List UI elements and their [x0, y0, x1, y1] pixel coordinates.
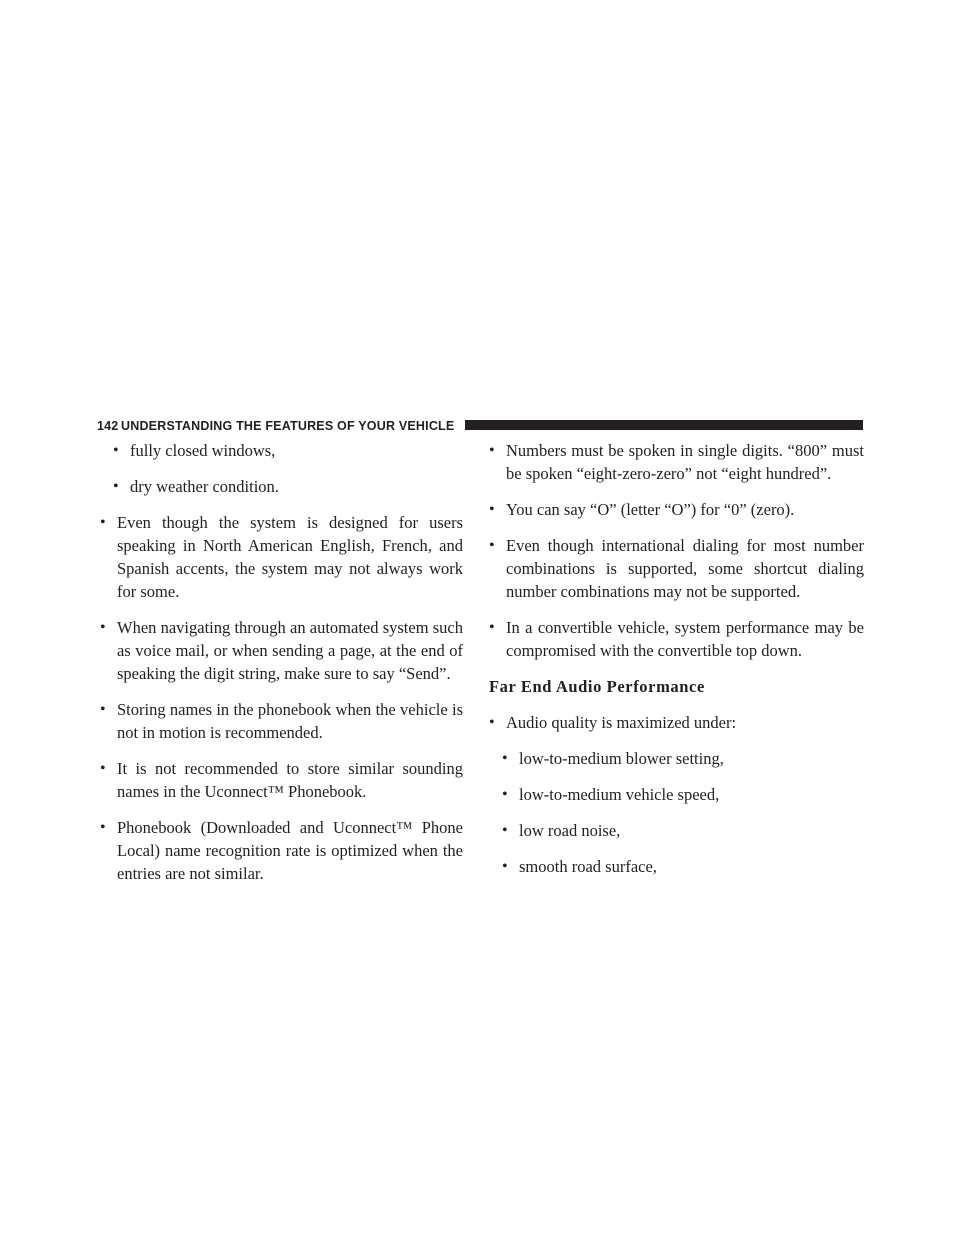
left-column [100, 439, 463, 885]
list-item-text: Even though the system is designed for users speaking in North American English, French, and Spanish accents, the system may not always work for some. [117, 513, 463, 601]
bullet-icon: • [100, 819, 106, 836]
bullet-icon: • [502, 786, 508, 803]
page-number: 142 [97, 419, 119, 433]
list-item [100, 439, 463, 462]
list-item-text: You can say “O” (letter “O”) for “0” (zero). [506, 500, 795, 519]
list-item [100, 698, 463, 744]
bullet-icon: • [100, 514, 106, 531]
list-item-text: low-to-medium vehicle speed, [519, 785, 720, 804]
sub-list-item [489, 819, 864, 842]
list-item [100, 511, 463, 603]
list-item-text: Even though international dialing for most number combinations is supported, some shortcut dialing number combinations may not be supported. [506, 536, 864, 601]
list-item-text: When navigating through an automated system such as voice mail, or when sending a page, at the end of speaking the digit string, make sure to say “Send”. [117, 618, 463, 683]
bullet-icon: • [489, 537, 495, 554]
list-item-text: low road noise, [519, 821, 621, 840]
list-item-text: Numbers must be spoken in single digits. “800” must be spoken “eight-zero-zero” not “eight hundred”. [506, 441, 864, 483]
list-item-text: smooth road surface, [519, 857, 657, 876]
sub-list-item [489, 747, 864, 770]
list-item [100, 475, 463, 498]
bullet-icon: • [113, 442, 119, 459]
page-header [97, 418, 863, 434]
list-item [100, 616, 463, 685]
list-item [489, 534, 864, 603]
bullet-icon: • [502, 822, 508, 839]
bullet-icon: • [489, 714, 495, 731]
bullet-icon: • [100, 760, 106, 777]
list-item [489, 439, 864, 485]
list-item [100, 816, 463, 885]
bullet-icon: • [502, 858, 508, 875]
list-item-text: Storing names in the phonebook when the vehicle is not in motion is recommended. [117, 700, 463, 742]
list-item-text: In a convertible vehicle, system performance may be compromised with the convertible top down. [506, 618, 864, 660]
sub-list-item [489, 783, 864, 806]
bullet-icon: • [113, 478, 119, 495]
list-item [489, 711, 864, 734]
bullet-icon: • [489, 501, 495, 518]
right-column [489, 439, 864, 878]
list-item-text: Audio quality is maximized under: [506, 713, 737, 732]
list-item-text: fully closed windows, [130, 441, 276, 460]
list-item-text: Phonebook (Downloaded and Uconnect™ Phone Local) name recognition rate is optimized when the entries are not similar. [117, 818, 463, 883]
list-item [100, 757, 463, 803]
bullet-icon: • [489, 619, 495, 636]
list-item-text: It is not recommended to store similar sounding names in the Uconnect™ Phonebook. [117, 759, 463, 801]
list-item [489, 616, 864, 662]
bullet-icon: • [489, 442, 495, 459]
section-heading: Far End Audio Performance [489, 677, 705, 696]
sub-list-item [489, 855, 864, 878]
bullet-icon: • [502, 750, 508, 767]
bullet-icon: • [100, 701, 106, 718]
list-item-text: dry weather condition. [130, 477, 279, 496]
bullet-icon: • [100, 619, 106, 636]
list-item-text: low-to-medium blower setting, [519, 749, 724, 768]
list-item [489, 498, 864, 521]
header-rule [465, 420, 863, 430]
section-title: UNDERSTANDING THE FEATURES OF YOUR VEHICLE [121, 419, 455, 433]
